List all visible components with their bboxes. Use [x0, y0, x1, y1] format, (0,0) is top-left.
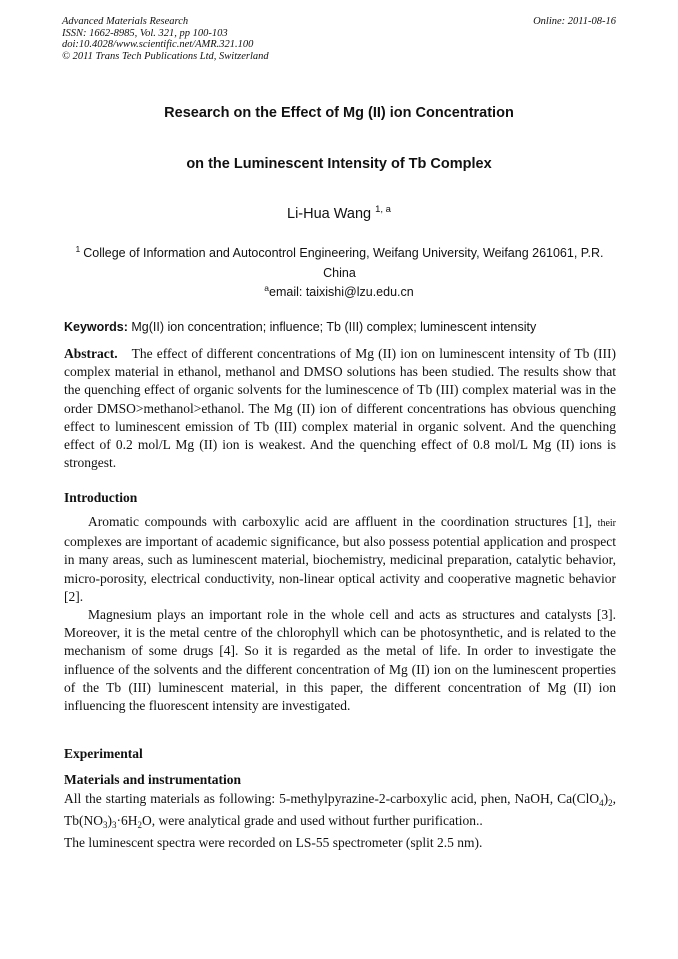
mat-sub-1: 4 — [599, 798, 604, 808]
mat-sub-3: 3 — [103, 820, 108, 831]
mat-text-a: All the starting materials as following: 5-methylpyrazine-2-carboxylic acid, phen, NaOH, Ca(ClO — [64, 791, 600, 806]
mat-text-e: ·6H — [116, 813, 138, 829]
mat-sub-5: 2 — [137, 820, 142, 831]
mat-text-c: , Tb(NO — [64, 791, 616, 829]
mat-sub-4: 3 — [112, 820, 117, 831]
materials-paragraph-1 — [64, 790, 616, 834]
journal-name: Advanced Materials Research — [62, 16, 189, 27]
keywords-label: Keywords: — [64, 320, 128, 334]
mat-sub-2: 2 — [608, 798, 613, 808]
affiliation — [62, 239, 617, 283]
introduction-body — [64, 513, 616, 715]
intro-paragraph-2: Magnesium plays an important role in the whole cell and acts as structures and catalysts [3]. Moreover, it is the metal centre of the chlorophyll which can be photosynthetic, and is related to the mechanism of some drugs [4]. So it is regarded as the metal of life. In order to investigate the influence of the solvents and the different concentration of Mg (II) ion on the luminescent properties of the Tb (III) luminescent material, in this paper, the different concentration of Mg (II) ion influencing the fluorescent intensity are investigated. — [64, 607, 616, 714]
intro-paragraph-1 — [64, 513, 616, 606]
paper-title-line-2: on the Luminescent Intensity of Tb Complex — [186, 156, 492, 172]
email — [0, 283, 678, 299]
keywords-text: Mg(II) ion concentration; influence; Tb (III) complex; luminescent intensity — [131, 320, 537, 334]
author-sup: 1, a — [375, 204, 391, 215]
intro-p1-small: their — [597, 518, 616, 529]
mat-text-b: ) — [603, 791, 609, 806]
keywords — [64, 320, 616, 334]
materials-paragraph-2: The luminescent spectra were recorded on LS-55 spectrometer (split 2.5 nm). — [64, 835, 483, 851]
intro-p1-text: Aromatic compounds with carboxylic acid are affluent in the coordination structures [1], — [88, 514, 592, 529]
materials-subheading: Materials and instrumentation — [64, 772, 241, 787]
affiliation-text: College of Information and Autocontrol Engineering, Weifang University, Weifang 261061, P.R. China — [83, 246, 604, 280]
introduction-heading: Introduction — [64, 490, 138, 505]
email-sup: a — [264, 283, 270, 293]
copyright-line: © 2011 Trans Tech Publications Ltd, Switzerland — [62, 50, 269, 62]
mat-text-f: O, were analytical grade and used without further purification.. — [142, 813, 483, 829]
journal-header — [62, 16, 269, 62]
online-date: Online: 2011-08-16 — [533, 16, 616, 27]
doi-line: doi:10.4028/www.scientific.net/AMR.321.100 — [62, 39, 254, 51]
mat-text-d: ) — [107, 813, 112, 829]
author — [0, 204, 678, 222]
abstract-text: The effect of different concentrations of Mg (II) ion on luminescent intensity of Tb (III) complex material in ethanol, methanol and DMSO solutions has been studied. The results show that the quenching effect of organic solvents for the luminescence of Tb (III) complex material was in the order DMSO>methanol>ethanol. The Mg (II) ion of different concentrations has obvious quenching effect to luminescent emission of Tb (III) complex material in organic solvent. And the quenching effect of 0.2 mol/L Mg (II) ion is weakest. And the quenching effect of 0.8 mol/L Mg (II) ions is strongest. — [64, 346, 616, 471]
paper-title-line-1: Research on the Effect of Mg (II) ion Concentration — [164, 105, 514, 121]
affiliation-sup: 1 — [75, 244, 81, 254]
issn-line: ISSN: 1662-8985, Vol. 321, pp 100-103 — [62, 27, 228, 39]
email-text: email: taixishi@lzu.edu.cn — [269, 285, 414, 299]
experimental-heading: Experimental — [64, 746, 143, 761]
abstract-label: Abstract. — [64, 346, 118, 361]
abstract — [64, 345, 616, 472]
author-name: Li-Hua Wang — [287, 206, 372, 222]
intro-p1-text-cont: complexes are important of academic significance, but also possess potential application and prospect in many areas, such as luminescent material, biochemistry, medicinal preparation, catalytic behavior, micro-porosity, electrical conductivity, non-linear optical activity and cooperative magnetic behavior [2]. — [64, 534, 616, 604]
materials-body — [64, 790, 616, 853]
